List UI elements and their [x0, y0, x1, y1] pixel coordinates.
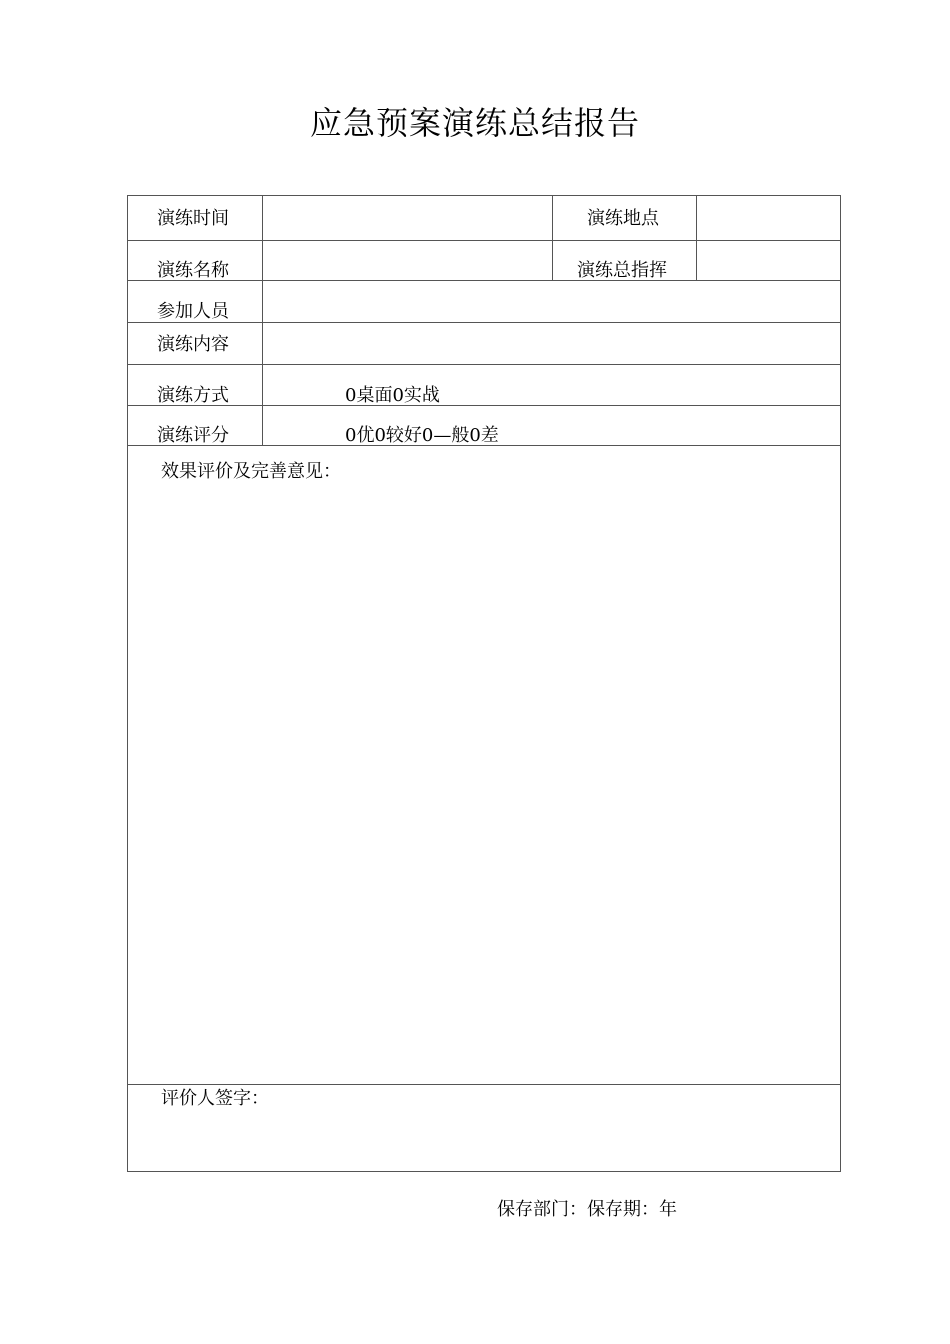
- participants-label: 参加人员: [157, 301, 229, 322]
- label-column-divider: [262, 195, 263, 445]
- middle-column-divider-right: [696, 195, 697, 280]
- drill-time-label: 演练时间: [157, 208, 229, 229]
- table-border-top: [127, 195, 841, 196]
- table-border-left: [127, 195, 128, 1172]
- row-divider-7: [127, 1084, 841, 1085]
- row-divider-2: [127, 280, 841, 281]
- drill-score-label: 演练评分: [157, 425, 229, 446]
- page-title: 应急预案演练总结报告: [309, 104, 640, 142]
- drill-location-label: 演练地点: [587, 208, 659, 229]
- drill-content-label: 演练内容: [157, 334, 229, 355]
- row-divider-3: [127, 322, 841, 323]
- middle-column-divider-left: [552, 195, 553, 280]
- drill-name-label: 演练名称: [157, 260, 229, 281]
- row-divider-5: [127, 405, 841, 406]
- table-border-right: [840, 195, 841, 1172]
- drill-method-label: 演练方式: [157, 385, 229, 406]
- drill-score-options: 0优0较好0—般0差: [345, 425, 499, 446]
- table-border-bottom: [127, 1171, 841, 1172]
- drill-method-options: 0桌面0实战: [345, 385, 440, 406]
- evaluation-label: 效果评价及完善意见：: [161, 461, 341, 482]
- row-divider-4: [127, 364, 841, 365]
- drill-commander-label: 演练总指挥: [577, 260, 667, 281]
- row-divider-1: [127, 240, 841, 241]
- evaluator-signature-label: 评价人签字：: [161, 1088, 269, 1109]
- footer-retention: 保存部门：保存期：年: [497, 1199, 677, 1220]
